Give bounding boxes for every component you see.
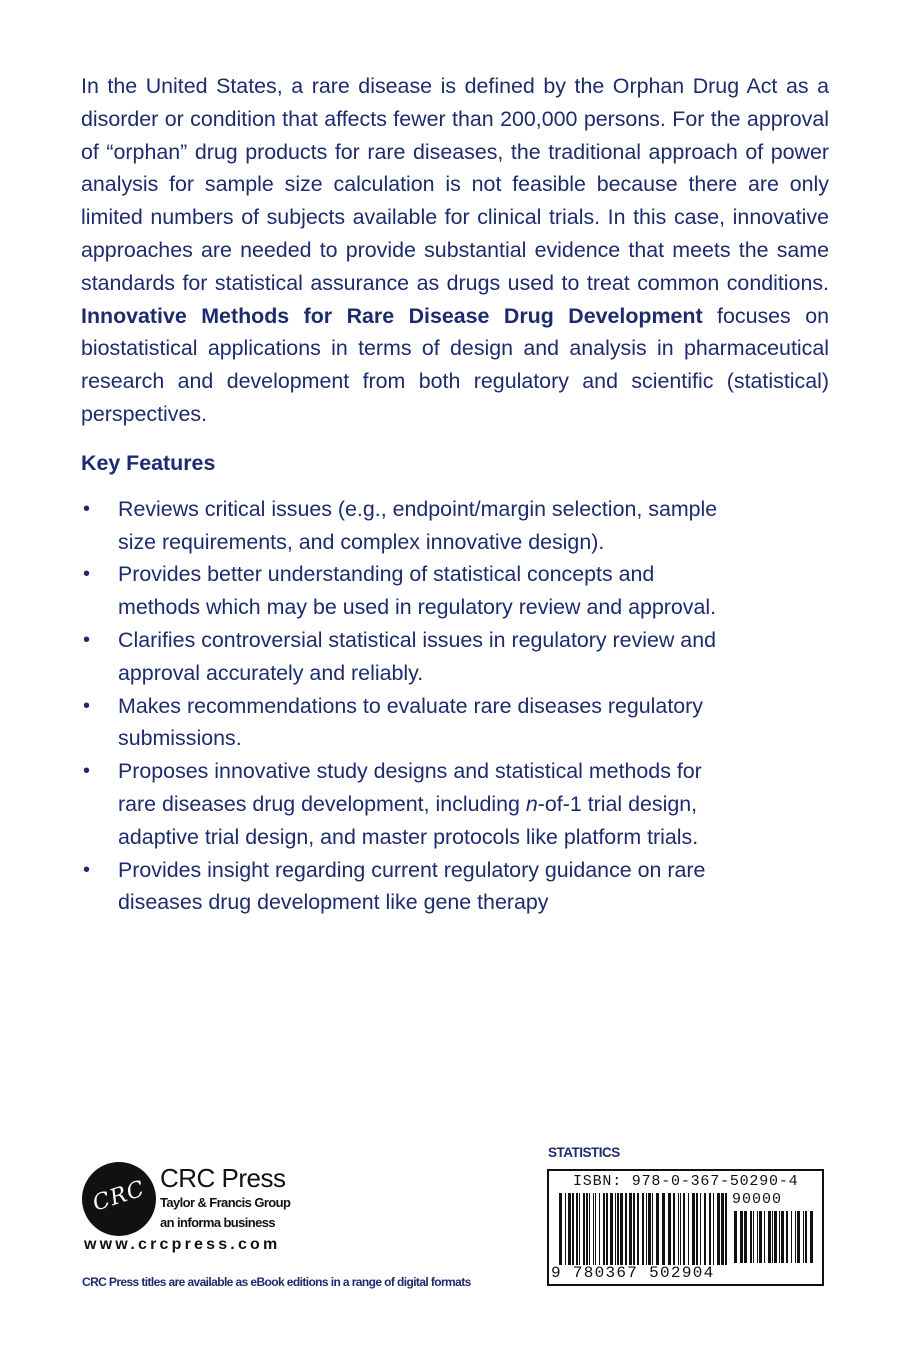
barcode-bar: [568, 1193, 571, 1265]
barcode-bar: [721, 1193, 724, 1265]
barcode-bar: [786, 1211, 788, 1263]
isbn-barcode: [547, 1169, 824, 1286]
barcode-bar: [779, 1211, 780, 1263]
bullet-icon: •: [83, 694, 91, 717]
list-item: • Makes recommendations to evaluate rare diseases regulatory submissions.: [81, 690, 829, 756]
barcode-bar: [740, 1211, 743, 1263]
barcode-bar: [688, 1193, 689, 1265]
barcode-bar: [791, 1211, 792, 1263]
barcode-bar: [680, 1193, 681, 1265]
barcode-bar: [576, 1193, 578, 1265]
barcode-bar: [759, 1211, 762, 1263]
barcode-bar: [586, 1193, 588, 1265]
barcode-bar: [700, 1193, 701, 1265]
barcode-bar: [781, 1211, 784, 1263]
barcode-bar: [559, 1193, 562, 1265]
barcode-bar: [753, 1211, 754, 1263]
barcode-bar: [744, 1211, 747, 1263]
book-title: Innovative Methods for Rare Disease Drug Development: [81, 303, 703, 328]
barcode-bar: [803, 1211, 804, 1263]
barcode-bar: [656, 1193, 659, 1265]
barcode-bar: [692, 1193, 695, 1265]
barcode-bar: [764, 1211, 765, 1263]
barcode-bar: [810, 1211, 813, 1263]
barcode-bar: [652, 1193, 653, 1265]
barcode-bar: [696, 1193, 698, 1265]
barcode-digits: 9 780367 502904: [551, 1264, 715, 1282]
barcode-bar: [595, 1193, 596, 1265]
barcode-bar: [583, 1193, 585, 1265]
barcode-bar: [678, 1193, 679, 1265]
barcode-bar: [572, 1193, 574, 1265]
barcode-bar: [606, 1193, 608, 1265]
barcode-bar: [709, 1193, 711, 1265]
barcode-bar: [757, 1211, 758, 1263]
publisher-group: Taylor & Francis Group: [160, 1195, 291, 1210]
barcode-bar: [662, 1193, 665, 1265]
barcode-bar: [768, 1211, 771, 1263]
barcode-bar: [668, 1193, 671, 1265]
barcode-bar: [673, 1193, 675, 1265]
key-features-list: [81, 493, 829, 919]
back-cover-text: [81, 70, 829, 919]
publisher-website: www.crcpress.com: [84, 1236, 281, 1253]
barcode-bar: [599, 1193, 600, 1265]
addon-number: 90000: [732, 1191, 783, 1208]
list-item: • Provides insight regarding current regulatory guidance on rare diseases drug development like gene therapy: [81, 854, 829, 920]
crc-logo-icon: CRC: [82, 1162, 156, 1236]
bullet-icon: •: [83, 760, 91, 783]
list-item: • Provides better understanding of statistical concepts and methods which may be used in regulatory review and approval.: [81, 558, 829, 624]
publisher-tagline: an informa business: [160, 1215, 276, 1230]
publisher-name: CRC Press: [160, 1163, 286, 1193]
barcode-bar: [646, 1193, 647, 1265]
barcode-bar: [629, 1193, 632, 1265]
bullet-icon: •: [83, 628, 91, 651]
description-part-2: focuses on biostatistical applications in terms of design and analysis in pharmaceutical research and development from both regulatory and scientific (statistical) perspectives.: [81, 303, 829, 426]
description-part-1: In the United States, a rare disease is defined by the Orphan Drug Act as a disorder or condition that affects fewer than 200,000 persons. For the approval of “orphan” drug products for rare diseases, the traditional approach of power analysis for sample size calculation is not feasible because there are only limited numbers of subjects available for clinical trials. In this case, innovative approaches are needed to provide substantial evidence that meets the same standards for statistical assurance as drugs used to treat common conditions.: [81, 74, 829, 295]
list-item: • Clarifies controversial statistical issues in regulatory review and approval accurately and reliably.: [81, 624, 829, 690]
barcode-bar: [795, 1211, 796, 1263]
bullet-icon: •: [83, 563, 91, 586]
barcode-bars-icon: [559, 1193, 729, 1265]
barcode-bar: [617, 1193, 619, 1265]
barcode-bar: [717, 1193, 720, 1265]
key-features-heading: Key Features: [81, 450, 216, 475]
barcode-bar: [734, 1211, 737, 1263]
barcode-bar: [615, 1193, 616, 1265]
barcode-bar: [805, 1211, 807, 1263]
list-item: • Proposes innovative study designs and statistical methods for rare diseases drug development, including n-of-1 trial design, adaptive trial design, and master protocols like platform trials.: [81, 755, 829, 853]
list-item: • Reviews critical issues (e.g., endpoint/margin selection, sample size requirements, and complex innovative design).: [81, 493, 829, 559]
barcode-bar: [593, 1193, 594, 1265]
isbn-label: ISBN: 978-0-367-50290-4: [573, 1173, 799, 1190]
barcode-bar: [579, 1193, 580, 1265]
barcode-bar: [603, 1193, 605, 1265]
barcode-bar: [704, 1193, 706, 1265]
barcode-bar: [713, 1193, 714, 1265]
barcode-bar: [750, 1211, 752, 1263]
barcode-bar: [633, 1193, 635, 1265]
barcode-bar: [589, 1193, 590, 1265]
barcode-bar: [625, 1193, 627, 1265]
category-label: STATISTICS: [548, 1145, 620, 1160]
barcode-bar: [774, 1211, 777, 1263]
barcode-bar: [610, 1193, 613, 1265]
bullet-icon: •: [83, 858, 91, 881]
barcode-bar: [620, 1193, 623, 1265]
addon-bars-icon: [734, 1211, 816, 1263]
barcode-bar: [637, 1193, 639, 1265]
description-paragraph: [81, 70, 829, 431]
barcode-bar: [648, 1193, 651, 1265]
ebook-note: CRC Press titles are available as eBook editions in a range of digital formats: [82, 1275, 471, 1289]
barcode-bar: [565, 1193, 566, 1265]
barcode-bar: [683, 1193, 685, 1265]
barcode-bar: [797, 1211, 800, 1263]
barcode-bar: [642, 1193, 644, 1265]
barcode-bar: [772, 1211, 773, 1263]
barcode-bar: [725, 1193, 727, 1265]
bullet-icon: •: [83, 497, 91, 520]
